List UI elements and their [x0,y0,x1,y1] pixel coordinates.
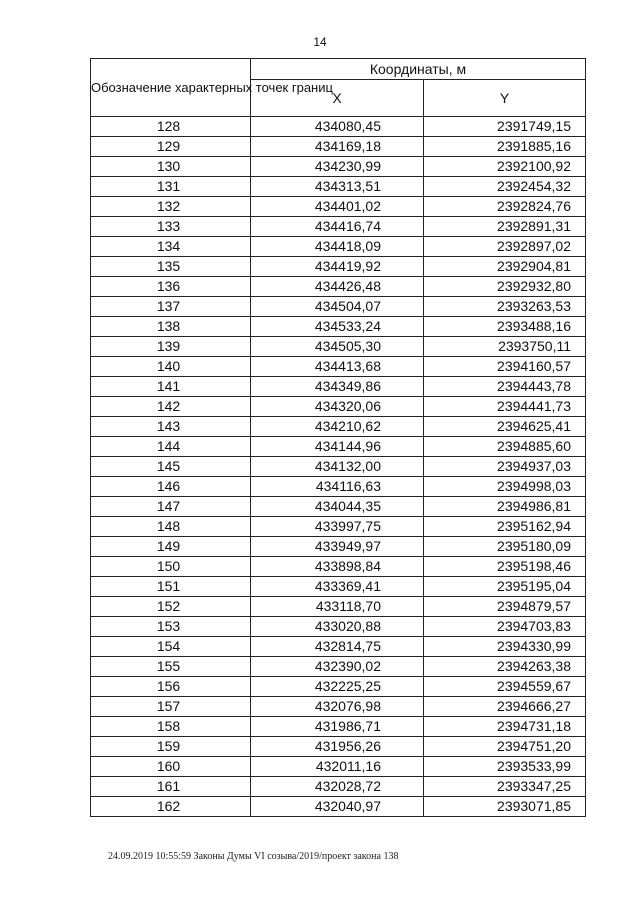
table-row [91,177,586,197]
point-number-cell: 132 [91,197,251,217]
table-row [91,657,586,677]
table-row [91,457,586,477]
table-row [91,317,586,337]
y-coordinate-cell: 2393263,53 [424,297,586,317]
x-coordinate-cell: 434169,18 [251,137,424,157]
y-coordinate-cell: 2394625,41 [424,417,586,437]
x-coordinate-cell: 432040,97 [251,797,424,817]
x-coordinate-cell: 432028,72 [251,777,424,797]
table-row [91,477,586,497]
x-coordinate-cell: 433118,70 [251,597,424,617]
x-coordinate-cell: 434320,06 [251,397,424,417]
header-coordinates: Координаты, м [251,59,586,80]
x-coordinate-cell: 434210,62 [251,417,424,437]
y-coordinate-cell: 2394731,18 [424,717,586,737]
x-coordinate-cell: 433997,75 [251,517,424,537]
page-number: 14 [313,35,327,49]
point-number-cell: 142 [91,397,251,417]
x-coordinate-cell: 431986,71 [251,717,424,737]
x-coordinate-cell: 432011,16 [251,757,424,777]
document-footer: 24.09.2019 10:55:59 Законы Думы VI созыва/2019/проект закона 138 [108,851,399,862]
x-coordinate-cell: 434426,48 [251,277,424,297]
table-row [91,777,586,797]
x-coordinate-cell: 434349,86 [251,377,424,397]
point-number-cell: 156 [91,677,251,697]
y-coordinate-cell: 2395195,04 [424,577,586,597]
y-coordinate-cell: 2394986,81 [424,497,586,517]
table-row [91,557,586,577]
y-coordinate-cell: 2394937,03 [424,457,586,477]
y-coordinate-cell: 2391749,15 [424,117,586,137]
table-row [91,617,586,637]
x-coordinate-cell: 434504,07 [251,297,424,317]
y-coordinate-cell: 2393533,99 [424,757,586,777]
point-number-cell: 154 [91,637,251,657]
x-coordinate-cell: 434533,24 [251,317,424,337]
y-coordinate-cell: 2394559,67 [424,677,586,697]
x-coordinate-cell: 434418,09 [251,237,424,257]
table-row [91,417,586,437]
point-number-cell: 131 [91,177,251,197]
x-coordinate-cell: 433020,88 [251,617,424,637]
point-number-cell: 153 [91,617,251,637]
point-number-cell: 161 [91,777,251,797]
table-row [91,257,586,277]
x-coordinate-cell: 434401,02 [251,197,424,217]
table-row [91,137,586,157]
point-number-cell: 152 [91,597,251,617]
y-coordinate-cell: 2395198,46 [424,557,586,577]
point-number-cell: 139 [91,337,251,357]
point-number-cell: 158 [91,717,251,737]
y-coordinate-cell: 2393347,25 [424,777,586,797]
point-number-cell: 140 [91,357,251,377]
table-row [91,677,586,697]
x-coordinate-cell: 434144,96 [251,437,424,457]
point-number-cell: 162 [91,797,251,817]
table-row [91,197,586,217]
x-coordinate-cell: 434416,74 [251,217,424,237]
point-number-cell: 135 [91,257,251,277]
x-coordinate-cell: 433898,84 [251,557,424,577]
table-row [91,337,586,357]
y-coordinate-cell: 2392454,32 [424,177,586,197]
table-row [91,117,586,137]
point-number-cell: 149 [91,537,251,557]
point-number-cell: 150 [91,557,251,577]
x-coordinate-cell: 434132,00 [251,457,424,477]
y-coordinate-cell: 2392932,80 [424,277,586,297]
table-row [91,697,586,717]
table-row [91,277,586,297]
point-number-cell: 134 [91,237,251,257]
table-row [91,357,586,377]
y-coordinate-cell: 2395180,09 [424,537,586,557]
point-number-cell: 144 [91,437,251,457]
y-coordinate-cell: 2392897,02 [424,237,586,257]
point-number-cell: 136 [91,277,251,297]
point-number-cell: 159 [91,737,251,757]
point-number-cell: 146 [91,477,251,497]
y-coordinate-cell: 2392100,92 [424,157,586,177]
point-number-cell: 160 [91,757,251,777]
x-coordinate-cell: 434419,92 [251,257,424,277]
x-coordinate-cell: 434080,45 [251,117,424,137]
point-number-cell: 129 [91,137,251,157]
point-number-cell: 147 [91,497,251,517]
table-row [91,497,586,517]
x-coordinate-cell: 434116,63 [251,477,424,497]
header-point-designation: Обозначение характерных точек границ [91,59,251,117]
y-coordinate-cell: 2393488,16 [424,317,586,337]
x-coordinate-cell: 432390,02 [251,657,424,677]
table-row [91,217,586,237]
point-number-cell: 155 [91,657,251,677]
y-coordinate-cell: 2394998,03 [424,477,586,497]
point-number-cell: 137 [91,297,251,317]
table-row [91,537,586,557]
y-coordinate-cell: 2394330,99 [424,637,586,657]
table-row [91,757,586,777]
table-row [91,397,586,417]
y-coordinate-cell: 2394751,20 [424,737,586,757]
y-coordinate-cell: 2394885,60 [424,437,586,457]
table-body [91,117,586,817]
x-coordinate-cell: 434230,99 [251,157,424,177]
table-row [91,517,586,537]
y-coordinate-cell: 2394441,73 [424,397,586,417]
table-row [91,577,586,597]
table-row [91,597,586,617]
point-number-cell: 148 [91,517,251,537]
point-number-cell: 145 [91,457,251,477]
point-number-cell: 151 [91,577,251,597]
y-coordinate-cell: 2393071,85 [424,797,586,817]
x-coordinate-cell: 434413,68 [251,357,424,377]
y-coordinate-cell: 2395162,94 [424,517,586,537]
y-coordinate-cell: 2394160,57 [424,357,586,377]
x-coordinate-cell: 433369,41 [251,577,424,597]
table-row [91,157,586,177]
x-coordinate-cell: 433949,97 [251,537,424,557]
table-header [91,59,586,117]
y-coordinate-cell: 2391885,16 [424,137,586,157]
y-coordinate-cell: 2392891,31 [424,217,586,237]
y-coordinate-cell: 2394703,83 [424,617,586,637]
y-coordinate-cell: 2393750,11 [424,337,586,357]
point-number-cell: 130 [91,157,251,177]
table-row [91,297,586,317]
point-number-cell: 133 [91,217,251,237]
x-coordinate-cell: 431956,26 [251,737,424,757]
y-coordinate-cell: 2394666,27 [424,697,586,717]
y-coordinate-cell: 2394879,57 [424,597,586,617]
table-row [91,377,586,397]
point-number-cell: 141 [91,377,251,397]
x-coordinate-cell: 432225,25 [251,677,424,697]
header-y: Y [424,80,586,117]
x-coordinate-cell: 434044,35 [251,497,424,517]
table-row [91,437,586,457]
point-number-cell: 128 [91,117,251,137]
x-coordinate-cell: 434313,51 [251,177,424,197]
x-coordinate-cell: 432076,98 [251,697,424,717]
y-coordinate-cell: 2392904,81 [424,257,586,277]
y-coordinate-cell: 2394263,38 [424,657,586,677]
table-row [91,797,586,817]
y-coordinate-cell: 2392824,76 [424,197,586,217]
coordinates-table [90,58,586,817]
table-row [91,637,586,657]
header-x: X [251,80,424,117]
x-coordinate-cell: 432814,75 [251,637,424,657]
table-row [91,737,586,757]
x-coordinate-cell: 434505,30 [251,337,424,357]
point-number-cell: 138 [91,317,251,337]
point-number-cell: 157 [91,697,251,717]
table-row [91,717,586,737]
point-number-cell: 143 [91,417,251,437]
table-row [91,237,586,257]
y-coordinate-cell: 2394443,78 [424,377,586,397]
